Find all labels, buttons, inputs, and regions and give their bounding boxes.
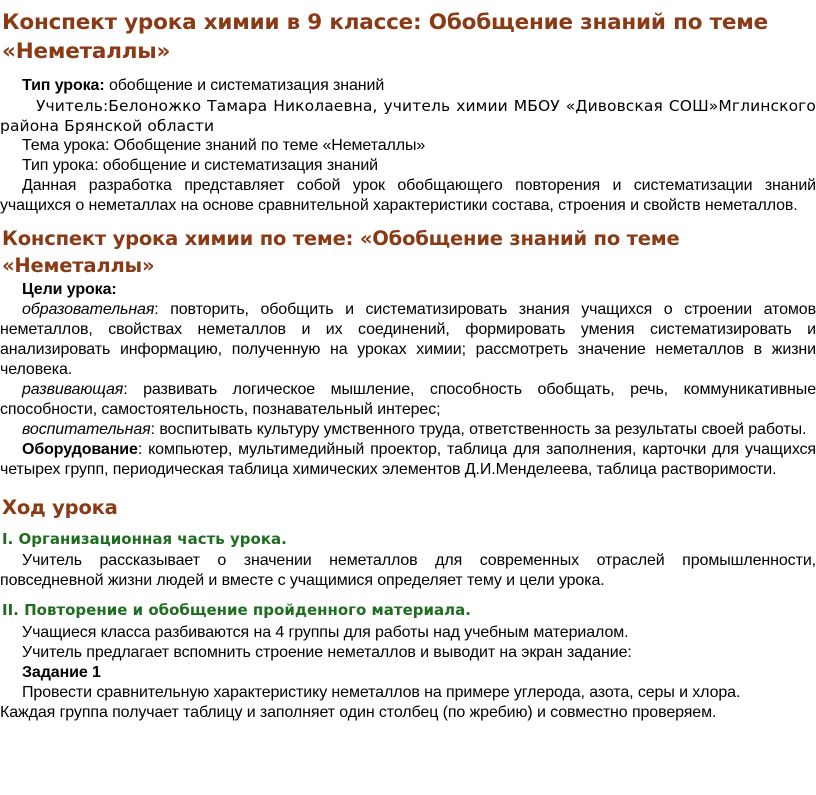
section1-title: I. Организационная часть урока. xyxy=(2,530,287,548)
lesson-type-label: Тип урока: xyxy=(22,77,105,94)
task-line2: Каждая группа получает таблицу и заполняет один столбец (по жребию) и совместно проверяем. xyxy=(0,704,717,721)
equipment-text: : компьютер, мультимедийный проектор, таблица для заполнения, карточки для учащихся четырех групп, периодическая таблица химических элементов Д.И.Менделеева, таблица растворимости. xyxy=(0,441,816,478)
goal-educational-text: : повторить, обобщить и систематизировать знания учащихся о строении атомов неметаллов, свойствах неметаллов и их соединений, формировать умения систематизировать и анализировать информацию, полученную на уроках химии; рассмотреть значение неметаллов в жизни человека. xyxy=(0,301,816,378)
lesson-type-value: обобщение и систематизация знаний xyxy=(104,77,385,94)
type-paragraph: Тип урока: обобщение и систематизация знаний xyxy=(22,157,379,174)
goal-upbringing-label: воспитательная xyxy=(22,421,151,438)
goals-heading-text: Цели урока: xyxy=(22,281,117,298)
goals-heading xyxy=(0,280,816,300)
course-heading: Ход урока xyxy=(2,496,118,519)
description-paragraph: Данная разработка представляет собой урок обобщающего повторения и систематизации знаний учащихся о неметаллах на основе сравнительной характеристики состава, строения и свойств неметаллов. xyxy=(0,177,816,214)
goal-upbringing-text: : воспитывать культуру умственного труда, ответственность за результаты своей работы. xyxy=(150,421,807,438)
task-label-text: Задание 1 xyxy=(22,664,101,681)
subtitle: Конспект урока химии по теме: «Обобщение знаний по теме «Неметаллы» xyxy=(2,227,680,277)
equipment-paragraph xyxy=(0,440,816,480)
section2-line2: Учитель предлагает вспомнить строение неметаллов и выводит на экран задание: xyxy=(22,644,632,661)
document-title: Конспект урока химии в 9 классе: Обобщение знаний по теме «Неметаллы» xyxy=(2,10,768,64)
section2-title: II. Повторение и обобщение пройденного материала. xyxy=(2,601,471,619)
equipment-label: Оборудование xyxy=(22,441,138,458)
goal-developing xyxy=(0,380,816,420)
goal-educational xyxy=(0,300,816,380)
task-label xyxy=(0,663,816,683)
section1-text: Учитель рассказывает о значении неметаллов для современных отраслей промышленности, повседневной жизни людей и вместе с учащимися определяет тему и цели урока. xyxy=(0,552,816,589)
topic-paragraph: Тема урока: Обобщение знаний по теме «Неметаллы» xyxy=(22,137,426,154)
goal-upbringing xyxy=(0,420,816,440)
goal-developing-text: : развивать логическое мышление, способность обобщать, речь, коммуникативные способности, самостоятельность, познавательный интерес; xyxy=(0,381,816,418)
task-line1: Провести сравнительную характеристику неметаллов на примере углерода, азота, серы и хлора. xyxy=(22,684,741,701)
section2-line1: Учащиеся класса разбиваются на 4 группы для работы над учебным материалом. xyxy=(22,624,629,641)
goal-developing-label: развивающая xyxy=(22,381,124,398)
lesson-type-paragraph xyxy=(0,76,816,96)
teacher-paragraph: Учитель:Белоножко Тамара Николаевна, учитель химии МБОУ «Дивовская СОШ»Мглинского района Брянской области xyxy=(0,97,816,135)
goal-educational-label: образовательная xyxy=(22,301,155,318)
